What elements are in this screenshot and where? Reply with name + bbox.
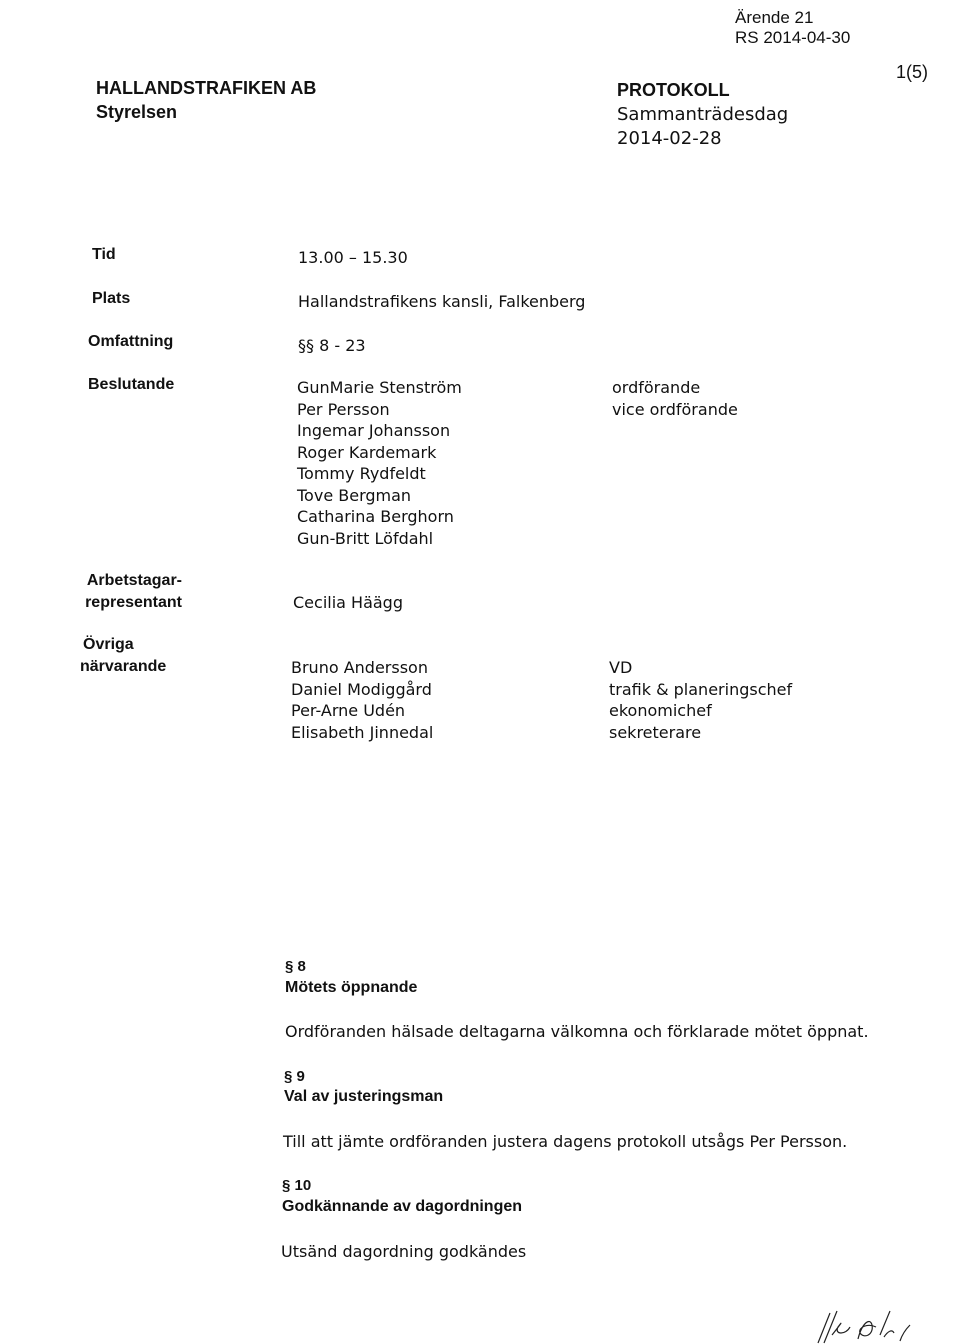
omfattning-label: Omfattning: [88, 333, 174, 350]
plats-label: Plats: [92, 290, 131, 307]
list-item: Tove Bergman: [297, 485, 412, 505]
list-item: Per-Arne Udén: [291, 701, 406, 720]
section-number: § 8: [285, 958, 306, 975]
beslutande-roles: [612, 377, 738, 420]
ovriga-list: [291, 657, 433, 743]
rs-date: RS 2014-04-30: [735, 28, 851, 47]
section-number: § 9: [284, 1068, 305, 1085]
list-item: trafik & planeringschef: [609, 679, 793, 699]
arbetstagar-value: Cecilia Häägg: [293, 593, 403, 612]
list-item: Bruno Andersson: [291, 658, 428, 677]
section-number: § 10: [282, 1177, 312, 1194]
beslutande-list: [297, 377, 462, 549]
list-item: ekonomichef: [609, 701, 712, 720]
signature-initials: [810, 1305, 920, 1344]
ovriga-label: Övriga närvarande: [80, 636, 167, 675]
list-item: vice ordförande: [612, 399, 738, 419]
section-text: Ordföranden hälsade deltagarna välkomna och förklarade mötet öppnat.: [285, 1022, 869, 1041]
omfattning-value: §§ 8 - 23: [298, 336, 366, 355]
list-item: Daniel Modiggård: [291, 679, 432, 699]
document-type: PROTOKOLL: [617, 80, 730, 100]
section-title: Val av justeringsman: [284, 1088, 444, 1105]
list-item: Catharina Berghorn: [297, 507, 454, 526]
list-item: GunMarie Stenström: [297, 378, 462, 397]
section-title: Mötets öppnande: [285, 979, 418, 996]
list-item: sekreterare: [609, 722, 702, 742]
ovriga-roles: [609, 657, 792, 743]
list-item: Tommy Rydfeldt: [297, 464, 426, 483]
list-item: Gun-Britt Löfdahl: [297, 528, 434, 548]
arbetstagar-label: Arbetstagar- representant: [85, 572, 182, 611]
tid-value: 13.00 – 15.30: [298, 248, 408, 267]
section-title: Godkännande av dagordningen: [282, 1198, 523, 1215]
list-item: Per Persson: [297, 399, 390, 419]
list-item: ordförande: [612, 378, 701, 397]
arende-number: Ärende 21: [735, 8, 814, 27]
beslutande-label: Beslutande: [88, 376, 175, 393]
section-text: Till att jämte ordföranden justera dagens protokoll utsågs Per Persson.: [283, 1132, 848, 1151]
list-item: Elisabeth Jinnedal: [291, 722, 434, 742]
board-name: Styrelsen: [96, 102, 178, 122]
list-item: Roger Kardemark: [297, 442, 437, 462]
page-number: 1(5): [896, 62, 929, 82]
organization-name: HALLANDSTRAFIKEN AB: [96, 78, 317, 98]
plats-value: Hallandstrafikens kansli, Falkenberg: [298, 292, 586, 311]
list-item: VD: [609, 658, 633, 677]
section-text: Utsänd dagordning godkändes: [281, 1242, 527, 1261]
meeting-date: 2014-02-28: [617, 128, 722, 149]
tid-label: Tid: [92, 246, 116, 263]
list-item: Ingemar Johansson: [297, 421, 451, 440]
meeting-type: Sammanträdesdag: [617, 104, 789, 125]
